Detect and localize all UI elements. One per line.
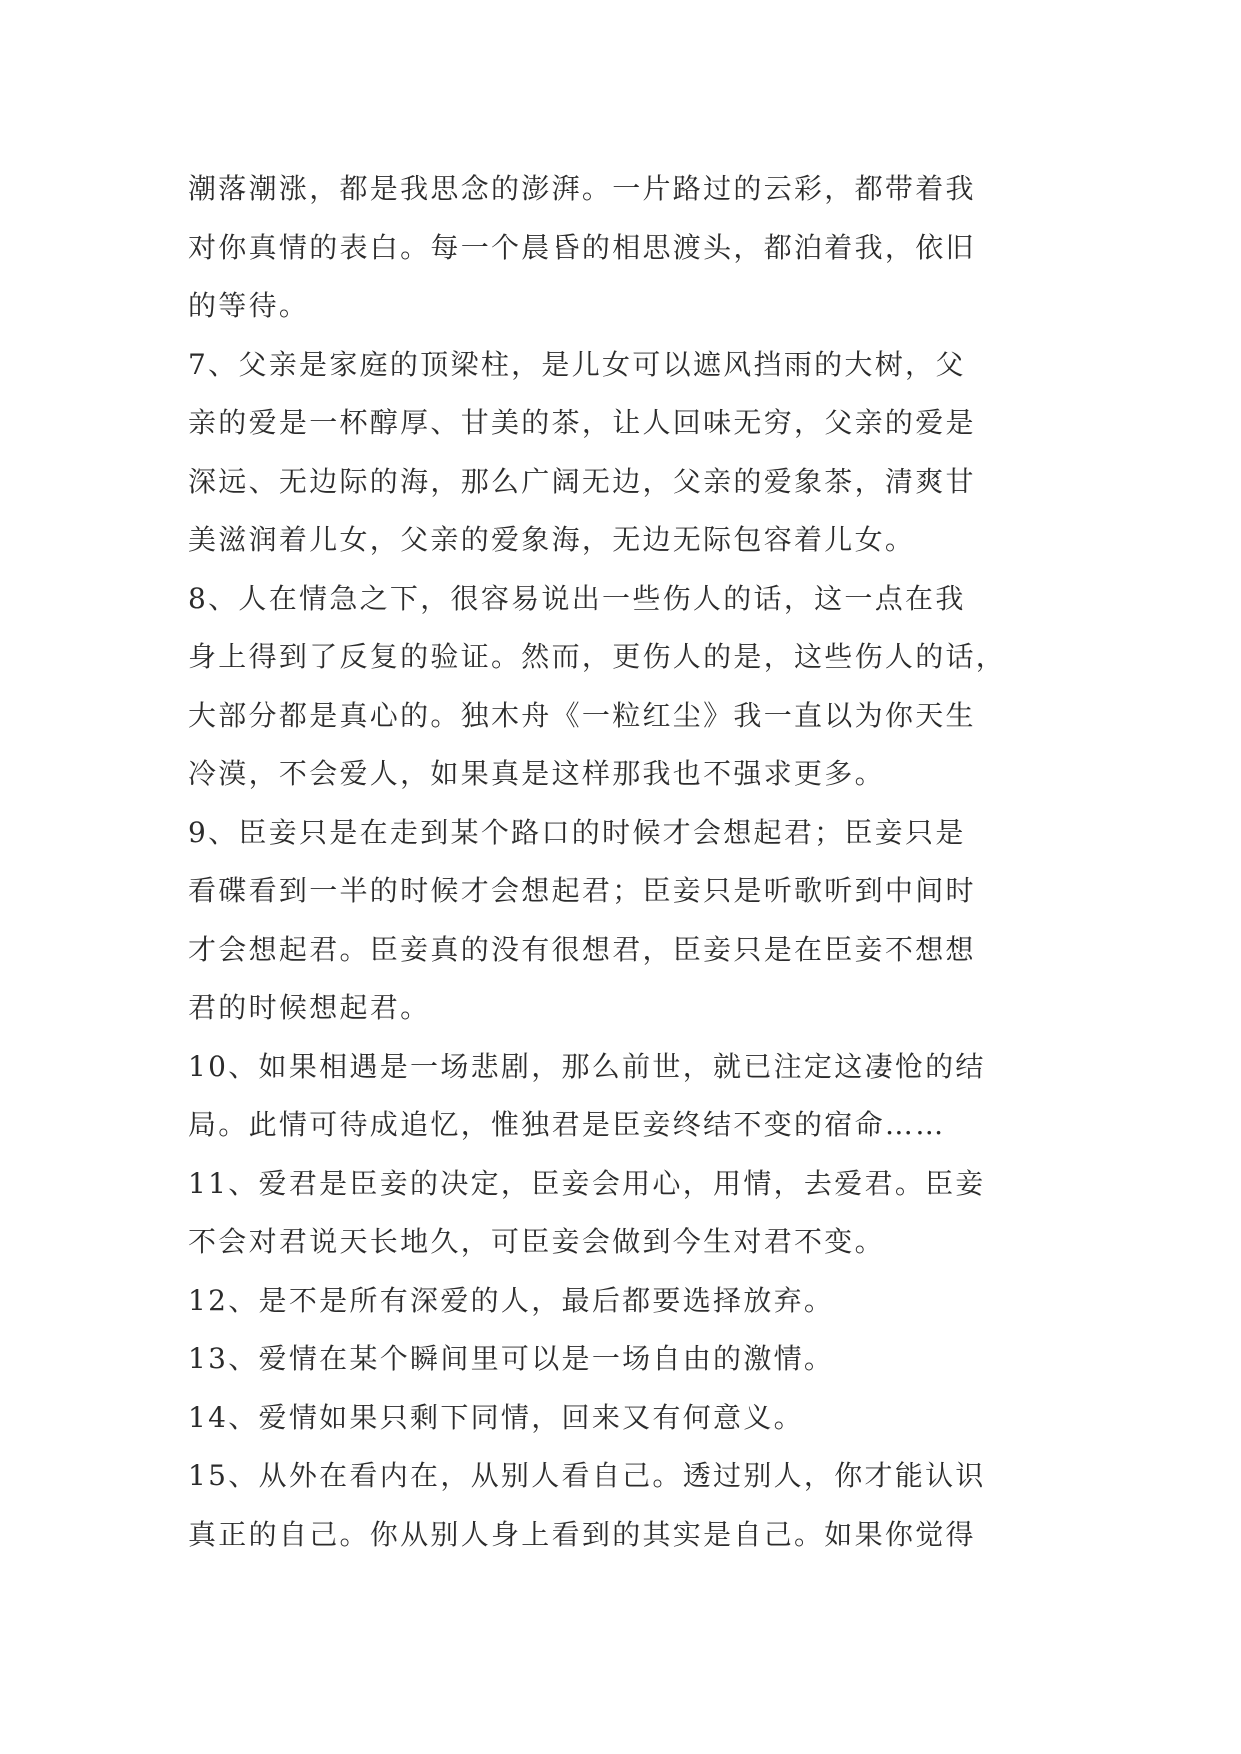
text-line: 冷漠，不会爱人，如果真是这样那我也不强求更多。 bbox=[188, 757, 885, 790]
text-line: 不会对君说天长地久，可臣妾会做到今生对君不变。 bbox=[188, 1225, 885, 1258]
text-line: 13、爱情在某个瞬间里可以是一场自由的激情。 bbox=[188, 1342, 835, 1375]
text-line: 7、父亲是家庭的顶梁柱，是儿女可以遮风挡雨的大树，父 bbox=[188, 347, 966, 381]
text-line: 看碟看到一半的时候才会想起君；臣妾只是听歌听到中间时 bbox=[188, 874, 976, 907]
text-line: 9、臣妾只是在走到某个路口的时候才会想起君；臣妾只是 bbox=[188, 815, 966, 849]
text-line: 潮落潮涨，都是我思念的澎湃。一片路过的云彩，都带着我 bbox=[188, 172, 976, 205]
text-line: 身上得到了反复的验证。然而，更伤人的是，这些伤人的话， bbox=[188, 640, 1007, 673]
text-line: 君的时候想起君。 bbox=[188, 991, 431, 1024]
text-line: 深远、无边际的海，那么广阔无边，父亲的爱象茶，清爽甘 bbox=[188, 464, 976, 498]
text-line: 局。此情可待成追忆，惟独君是臣妾终结不变的宿命…… bbox=[188, 1108, 946, 1141]
text-line: 才会想起君。臣妾真的没有很想君，臣妾只是在臣妾不想想 bbox=[188, 932, 976, 966]
text-line: 对你真情的表白。每一个晨昏的相思渡头，都泊着我，依旧 bbox=[188, 230, 976, 264]
text-line: 15、从外在看内在，从别人看自己。透过别人，你才能认识 bbox=[188, 1459, 986, 1492]
text-line: 11、爱君是臣妾的决定，臣妾会用心，用情，去爱君。臣妾 bbox=[188, 1166, 986, 1200]
text-line: 12、是不是所有深爱的人，最后都要选择放弃。 bbox=[188, 1283, 835, 1317]
text-line: 亲的爱是一杯醇厚、甘美的茶，让人回味无穷，父亲的爱是 bbox=[188, 406, 976, 439]
document-body bbox=[188, 160, 1058, 1564]
text-line: 14、爱情如果只剩下同情，回来又有何意义。 bbox=[188, 1400, 804, 1434]
text-line: 10、如果相遇是一场悲剧，那么前世，就已注定这凄怆的结 bbox=[188, 1049, 986, 1083]
text-line: 美滋润着儿女，父亲的爱象海，无边无际包容着儿女。 bbox=[188, 523, 916, 556]
text-line: 8、人在情急之下，很容易说出一些伤人的话，这一点在我 bbox=[188, 581, 966, 615]
text-line: 真正的自己。你从别人身上看到的其实是自己。如果你觉得 bbox=[188, 1517, 976, 1551]
text-line: 大部分都是真心的。独木舟《一粒红尘》我一直以为你天生 bbox=[188, 698, 976, 732]
text-line: 的等待。 bbox=[188, 289, 310, 322]
